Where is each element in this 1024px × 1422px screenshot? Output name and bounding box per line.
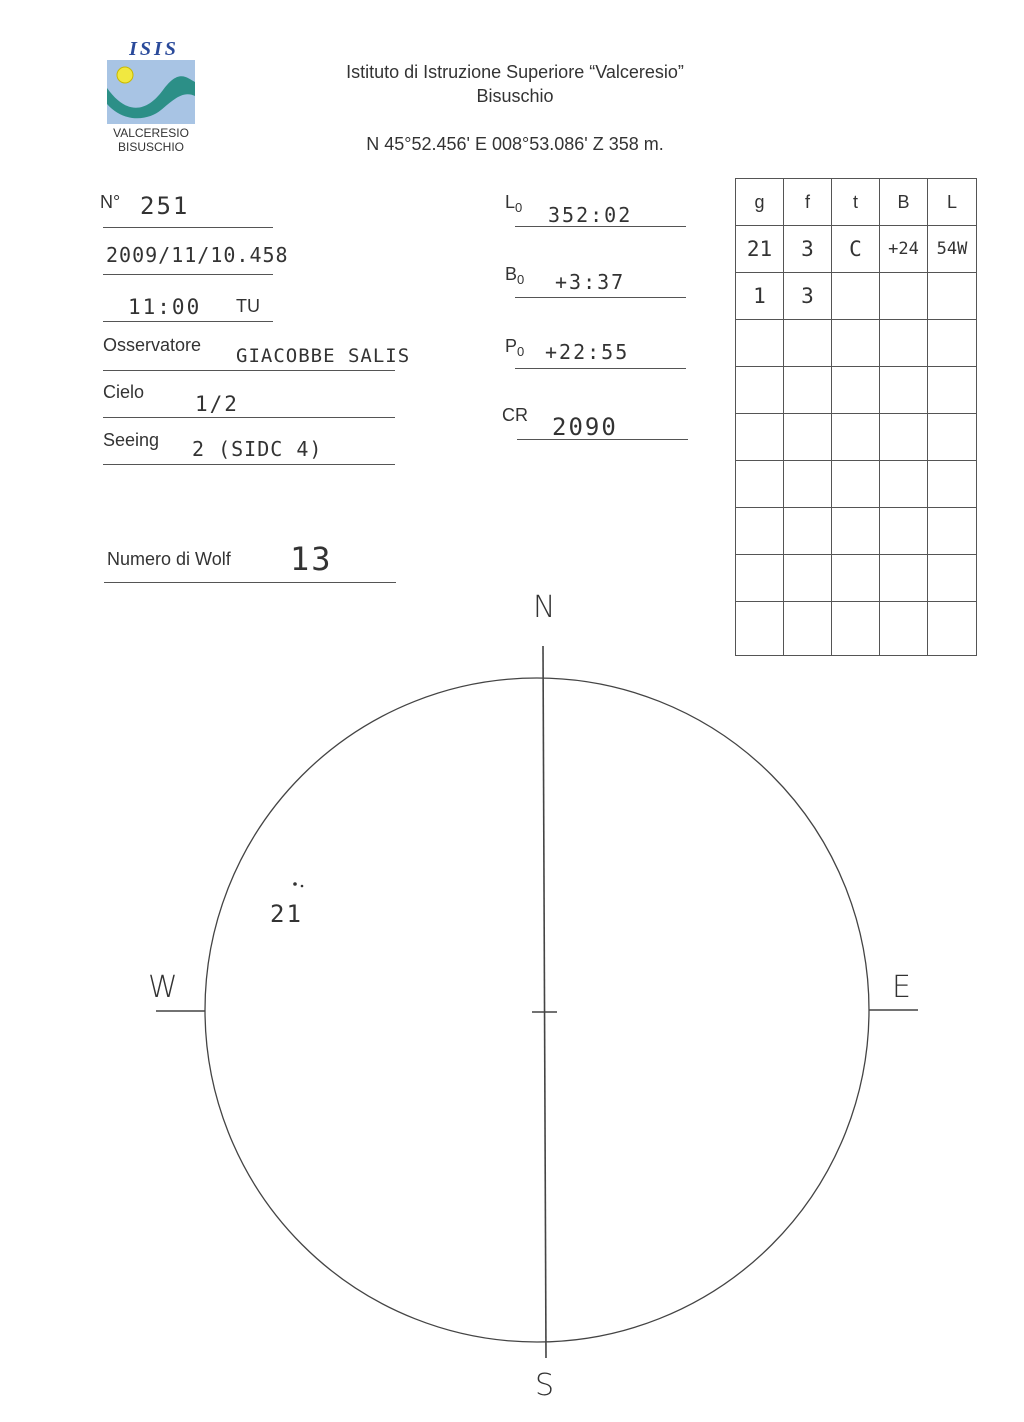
carrington-rotation-label: CR <box>502 405 528 425</box>
l0-label-subscript: 0 <box>515 200 523 215</box>
table-header-t: t <box>831 178 880 226</box>
table-cell: 21 <box>735 225 784 273</box>
number-value: 251 <box>140 192 190 220</box>
solar-disk-outline <box>205 678 869 1342</box>
time-value: 11:00 <box>128 295 202 319</box>
table-cell: 1 <box>735 272 784 320</box>
seeing-label: Seeing <box>103 430 160 450</box>
logo-caption-line1: VALCERESIO <box>113 126 189 140</box>
p0-value: +22:55 <box>545 340 630 364</box>
time-unit: TU <box>236 296 260 316</box>
b0-value: +3:37 <box>555 270 626 294</box>
institute-town: Bisuschio <box>476 86 554 106</box>
east-label: E <box>892 970 911 1005</box>
sunspot-group-label: 21 <box>270 900 303 928</box>
observatory-coordinates: N 45°52.456' E 008°53.086' Z 358 m. <box>366 134 664 154</box>
observer-label: Osservatore <box>103 335 202 355</box>
logo-wordmark: ISIS <box>129 38 179 60</box>
logo-caption-line2: BISUSCHIO <box>117 140 184 154</box>
sky-value: 1/2 <box>195 392 239 416</box>
west-label: W <box>148 970 178 1005</box>
sunspot-mark <box>301 885 304 888</box>
sunspot-mark <box>293 882 297 886</box>
number-label: N° <box>100 192 121 212</box>
table-cell: 3 <box>783 272 832 320</box>
p0-label-subscript: 0 <box>517 344 525 359</box>
seeing-value: 2 (SIDC 4) <box>192 437 323 461</box>
p0-label-letter: P <box>505 336 518 356</box>
north-south-axis <box>543 646 546 1358</box>
north-label: N <box>533 590 556 625</box>
b0-label-letter: B <box>505 264 518 284</box>
l0-value: 352:02 <box>548 203 633 227</box>
b0-label-subscript: 0 <box>517 272 525 287</box>
institute-name: Istituto di Istruzione Superiore “Valceresio” <box>346 62 684 82</box>
table-cell: 54W <box>927 225 977 273</box>
carrington-rotation-value: 2090 <box>552 413 618 441</box>
table-cell: 3 <box>783 225 832 273</box>
sky-label: Cielo <box>103 382 145 402</box>
date-value: 2009/11/10.458 <box>106 243 289 267</box>
wolf-number-value: 13 <box>290 540 333 578</box>
south-label: S <box>535 1368 555 1403</box>
table-cell: +24 <box>879 225 928 273</box>
observer-value: GIACOBBE SALIS <box>236 345 411 367</box>
wolf-number-label: Numero di Wolf <box>107 549 231 569</box>
table-cell: C <box>831 225 880 273</box>
table-header-g: g <box>735 178 784 226</box>
table-header-f: f <box>783 178 832 226</box>
table-header-b: B <box>879 178 928 226</box>
l0-label-letter: L <box>505 192 516 212</box>
table-header-l: L <box>927 178 977 226</box>
